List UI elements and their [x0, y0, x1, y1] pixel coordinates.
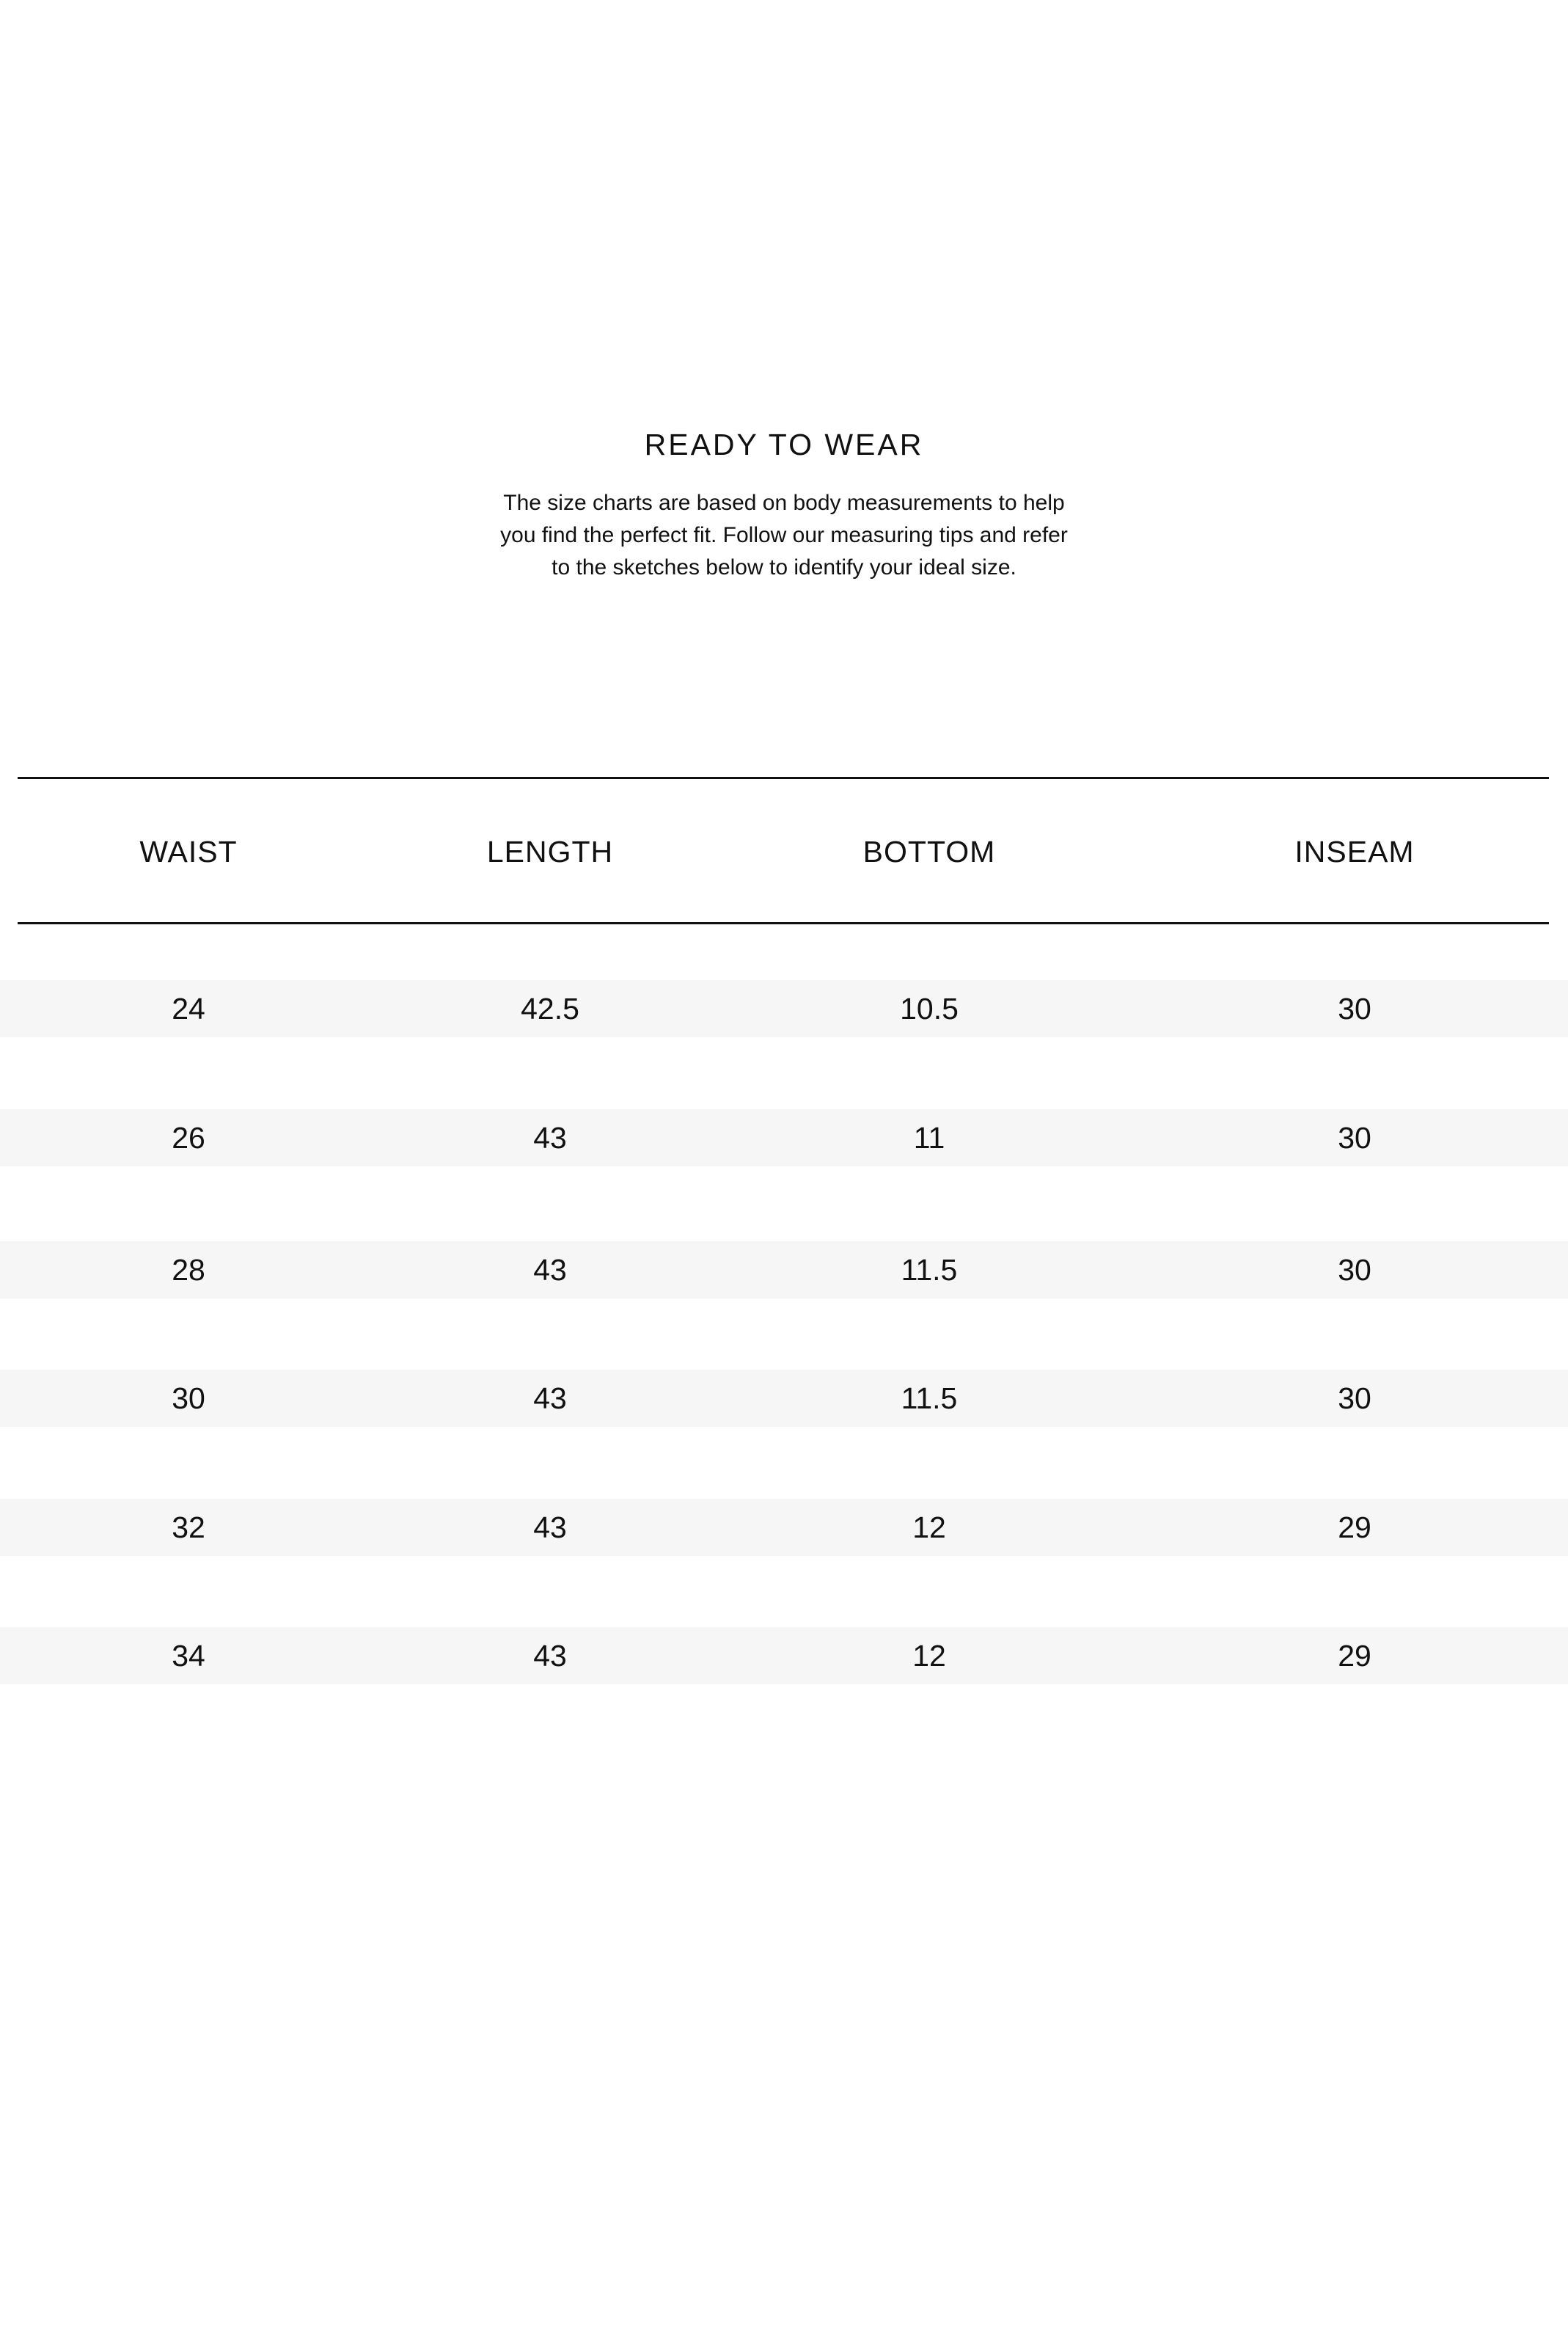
cell-length: 42.5	[521, 991, 579, 1026]
cell-inseam: 30	[1338, 991, 1371, 1026]
cell-bottom: 12	[912, 1638, 946, 1673]
column-header-bottom: BOTTOM	[862, 834, 996, 869]
cell-bottom: 11	[913, 1120, 945, 1155]
cell-inseam: 29	[1338, 1510, 1371, 1544]
cell-length: 43	[533, 1381, 567, 1415]
table-header-row	[0, 826, 1568, 877]
cell-waist: 24	[172, 991, 205, 1026]
cell-bottom: 11.5	[901, 1252, 958, 1287]
table-row	[0, 1109, 1568, 1166]
cell-inseam: 30	[1338, 1381, 1371, 1415]
table-row	[0, 980, 1568, 1037]
cell-waist: 30	[172, 1381, 205, 1415]
table-top-rule	[18, 777, 1549, 779]
table-row	[0, 1370, 1568, 1427]
cell-bottom: 12	[912, 1510, 946, 1544]
page-title: READY TO WEAR	[644, 428, 924, 461]
column-header-inseam: INSEAM	[1294, 834, 1415, 869]
cell-waist: 34	[172, 1638, 205, 1673]
cell-length: 43	[533, 1638, 567, 1673]
cell-inseam: 30	[1338, 1252, 1371, 1287]
table-row	[0, 1499, 1568, 1556]
intro-line: The size charts are based on body measurements to help	[503, 491, 1065, 515]
cell-length: 43	[533, 1510, 567, 1544]
cell-bottom: 10.5	[900, 991, 959, 1026]
cell-inseam: 29	[1338, 1638, 1371, 1673]
column-header-waist: WAIST	[139, 834, 238, 869]
intro-line: you find the perfect fit. Follow our measuring tips and refer	[500, 523, 1068, 547]
intro-line: to the sketches below to identify your ideal size.	[552, 555, 1016, 580]
cell-length: 43	[533, 1120, 567, 1155]
table-row	[0, 1627, 1568, 1684]
intro-paragraph	[491, 487, 1077, 584]
cell-bottom: 11.5	[901, 1381, 958, 1415]
cell-waist: 26	[172, 1120, 205, 1155]
table-header-rule	[18, 922, 1549, 924]
cell-waist: 32	[172, 1510, 205, 1544]
cell-waist: 28	[172, 1252, 205, 1287]
column-header-length: LENGTH	[486, 834, 614, 869]
cell-length: 43	[533, 1252, 567, 1287]
table-row	[0, 1241, 1568, 1298]
cell-inseam: 30	[1338, 1120, 1371, 1155]
